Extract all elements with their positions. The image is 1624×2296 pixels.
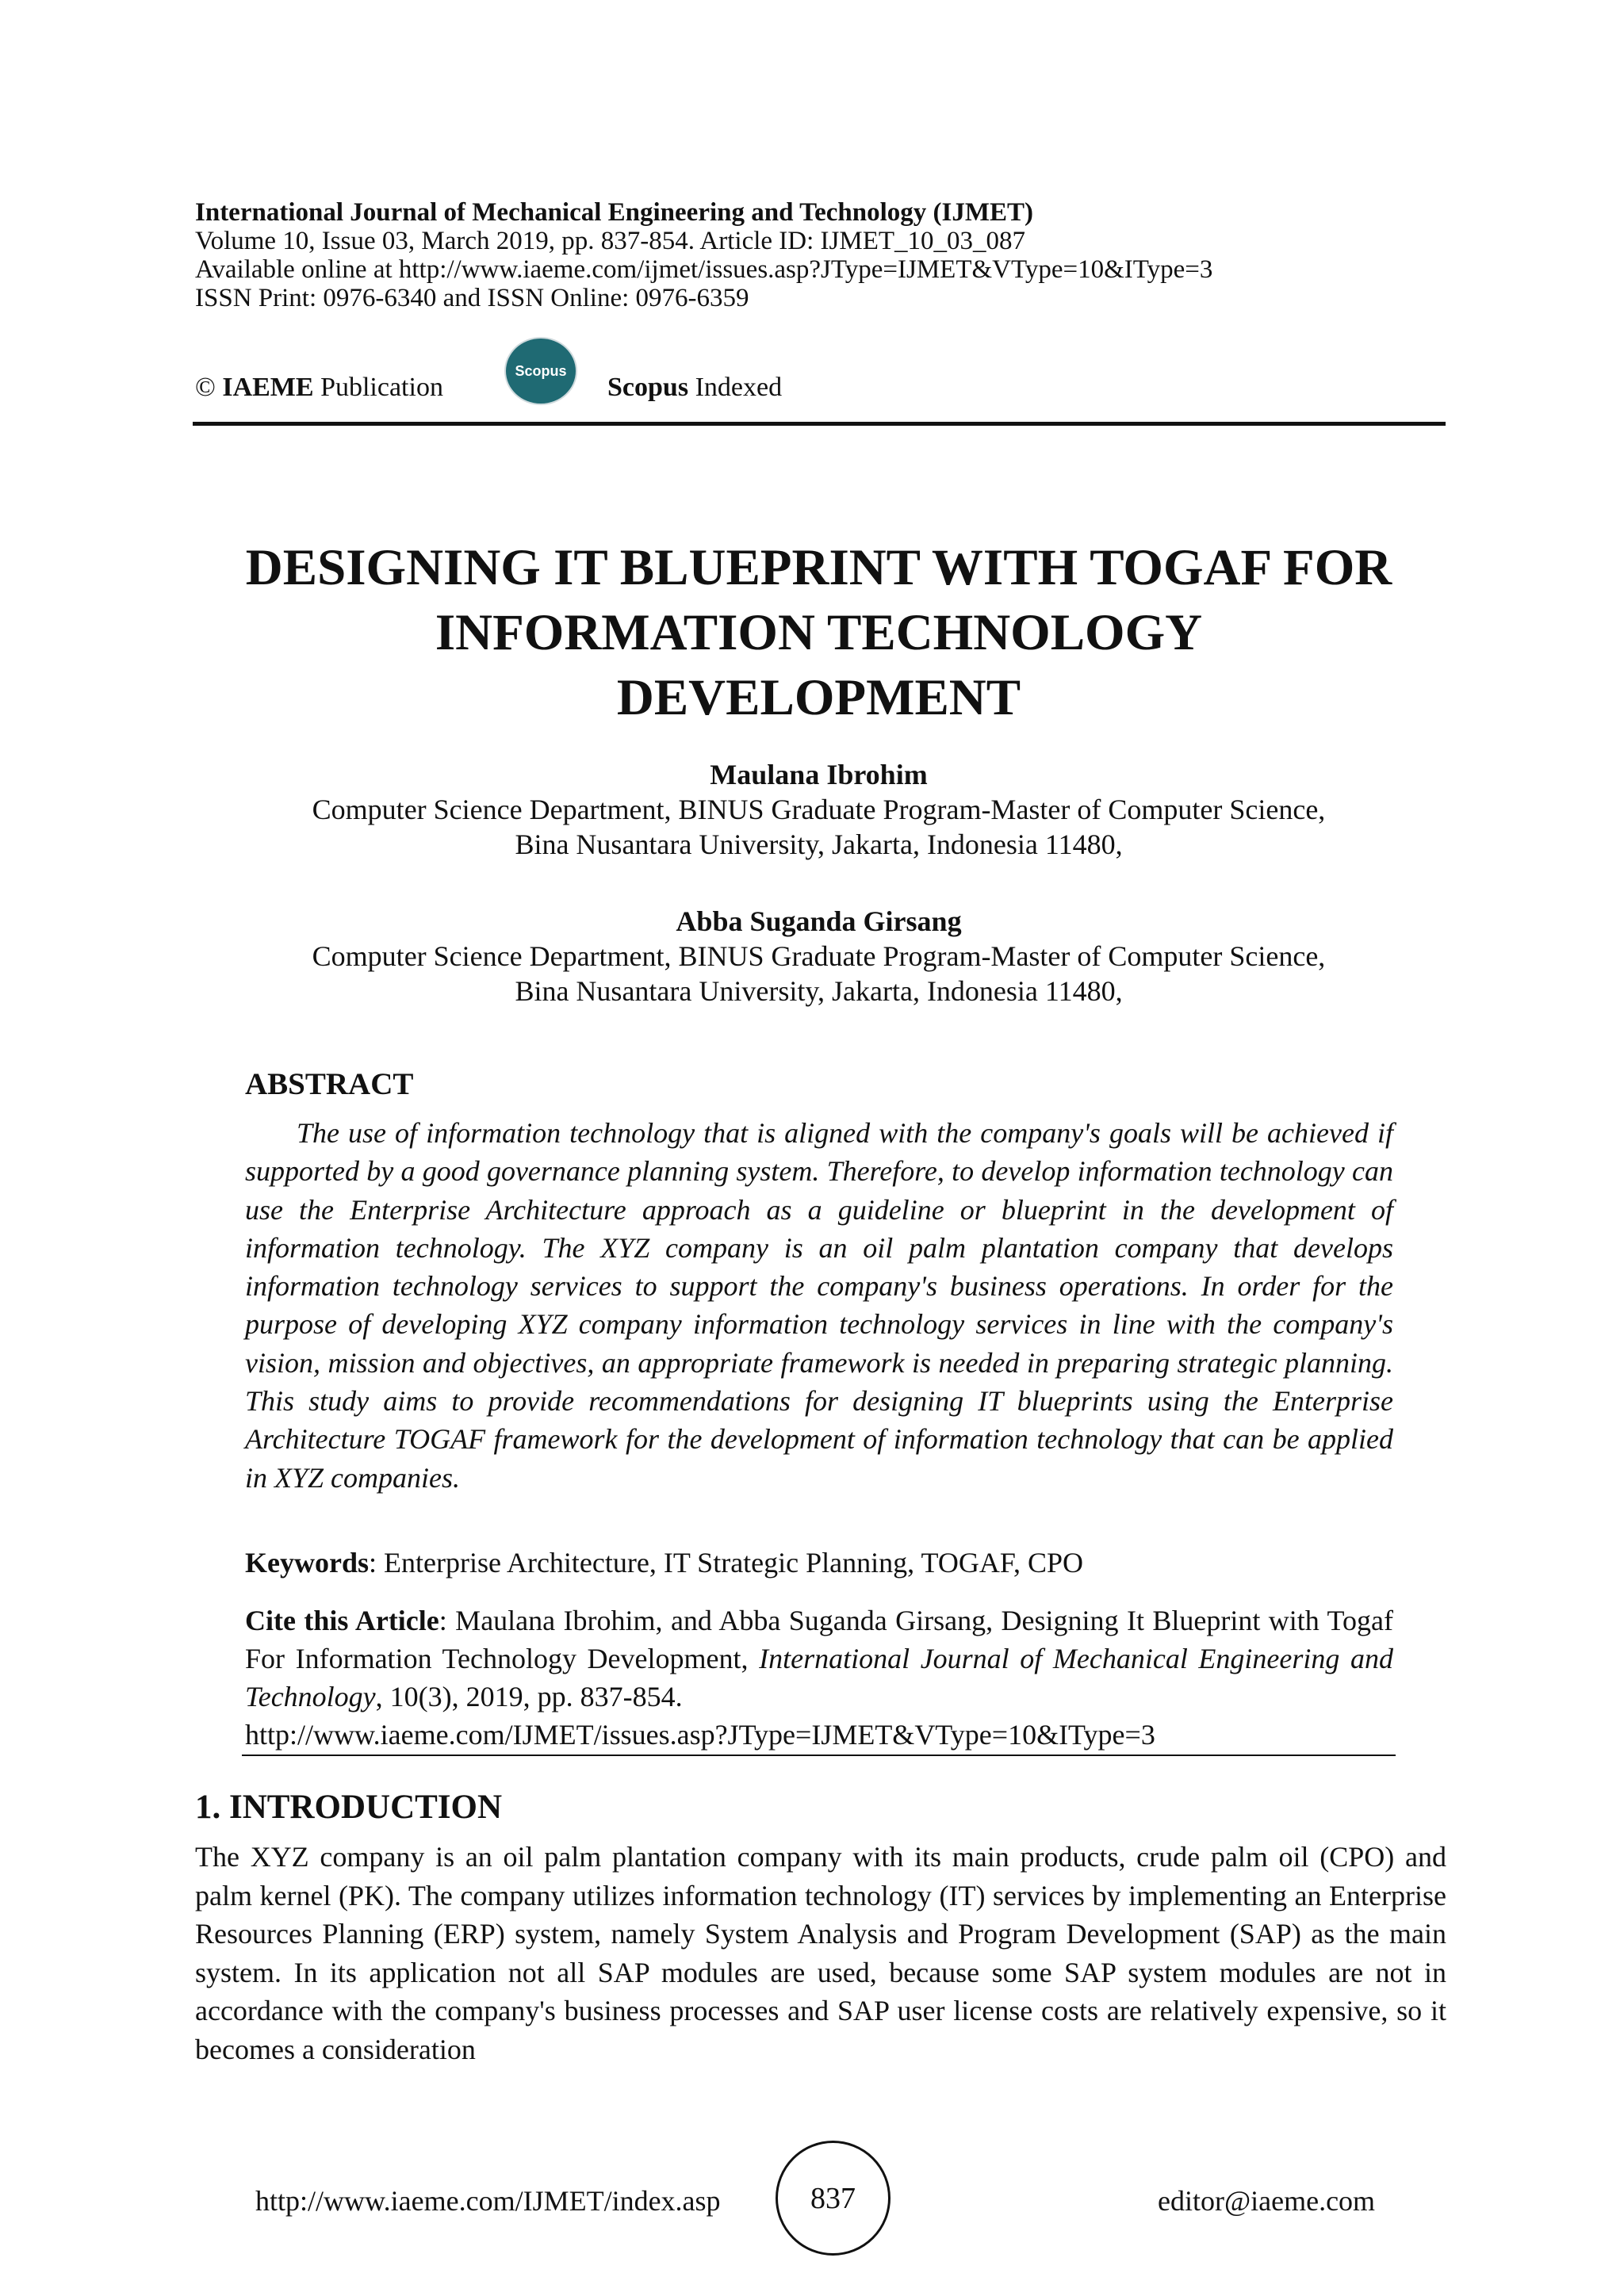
copyright-symbol: © [195,373,216,402]
citation [245,1601,1393,1754]
cite-journal: International Journal of Mechanical Engineering and Technology [245,1643,1393,1712]
header-divider [193,422,1446,426]
scopus-logo-icon: Scopus [504,337,577,405]
author-name: Abba Suganda Girsang [676,905,962,937]
publisher-label [195,373,443,403]
keywords [245,1546,1393,1579]
publisher-suffix: Publication [320,373,443,402]
abstract-text: The use of information technology that is aligned with the company's goals will be achieved if supported by a good governance planning system. Therefore, to develop information technology can use the Enterprise Architecture approach as a guideline or blueprint in the development of information technology. The XYZ company is an oil palm plantation company that develops information technology services to support the company's business operations. In order for the purpose of developing XYZ company information technology services in line with the company's vision, mission and objectives, an appropriate framework is needed in preparing strategic planning. This study aims to provide recommendations for designing IT blueprints using the Enterprise Architecture TOGAF framework for the development of information technology that can be applied in XYZ companies. [245,1117,1393,1494]
cite-details: , 10(3), 2019, pp. 837-854. [375,1681,683,1712]
footer-email-link[interactable]: editor@iaeme.com [1158,2185,1376,2217]
keywords-label: Keywords [245,1547,369,1578]
journal-header [195,198,1448,312]
journal-title: International Journal of Mechanical Engineering and Technology (IJMET) [195,198,1033,227]
introduction-text: The XYZ company is an oil palm plantation company with its main products, crude palm oil (CPO) and palm kernel (PK). The company utilizes information technology (IT) services by implementing an Enterprise Resources Planning (ERP) system, namely System Analysis and Program Development (SAP) as the main system. In its application not all SAP modules are used, because some SAP system modules are not in accordance with the company's business processes and SAP user license costs are relatively expensive, so it becomes a consideration [195,1841,1446,2065]
issn-line: ISSN Print: 0976-6340 and ISSN Online: 0976-6359 [195,284,749,312]
cite-url-link[interactable]: http://www.iaeme.com/IJMET/issues.asp?JType=IJMET&VType=10&IType=3 [245,1719,1155,1751]
page-number: 837 [776,2141,891,2256]
author-affiliation: Bina Nusantara University, Jakarta, Indonesia 11480, [515,828,1123,860]
citation-divider [242,1755,1396,1756]
keywords-value: : Enterprise Architecture, IT Strategic Planning, TOGAF, CPO [369,1547,1083,1578]
author-block [159,904,1479,1008]
online-line[interactable]: Available online at http://www.iaeme.com/ijmet/issues.asp?JType=IJMET&VType=10&IType=3 [195,255,1213,284]
author-name: Maulana Ibrohim [710,759,928,790]
author-affiliation: Bina Nusantara University, Jakarta, Indonesia 11480, [515,975,1123,1007]
publication-row [195,361,1448,416]
author-affiliation: Computer Science Department, BINUS Graduate Program-Master of Computer Science, [312,794,1326,825]
publisher-name: IAEME [222,373,314,402]
scopus-indexed-label: Scopus Indexed [607,373,783,402]
author-affiliation: Computer Science Department, BINUS Graduate Program-Master of Computer Science, [312,940,1326,972]
footer-url-link[interactable]: http://www.iaeme.com/IJMET/index.asp [255,2185,721,2217]
section-heading: 1. INTRODUCTION [195,1789,503,1826]
volume-line: Volume 10, Issue 03, March 2019, pp. 837-854. Article ID: IJMET_10_03_087 [195,227,1026,255]
cite-label: Cite this Article [245,1605,439,1636]
cite-text: : Maulana Ibrohim, and Abba Suganda Girsang, Designing It Blueprint with Togaf For Information Technology Development, [245,1605,1393,1674]
abstract-heading: ABSTRACT [245,1067,414,1101]
author-block [159,757,1479,862]
paper-title: DESIGNING IT BLUEPRINT WITH TOGAF FOR INFORMATION TECHNOLOGY DEVELOPMENT [245,539,1392,726]
